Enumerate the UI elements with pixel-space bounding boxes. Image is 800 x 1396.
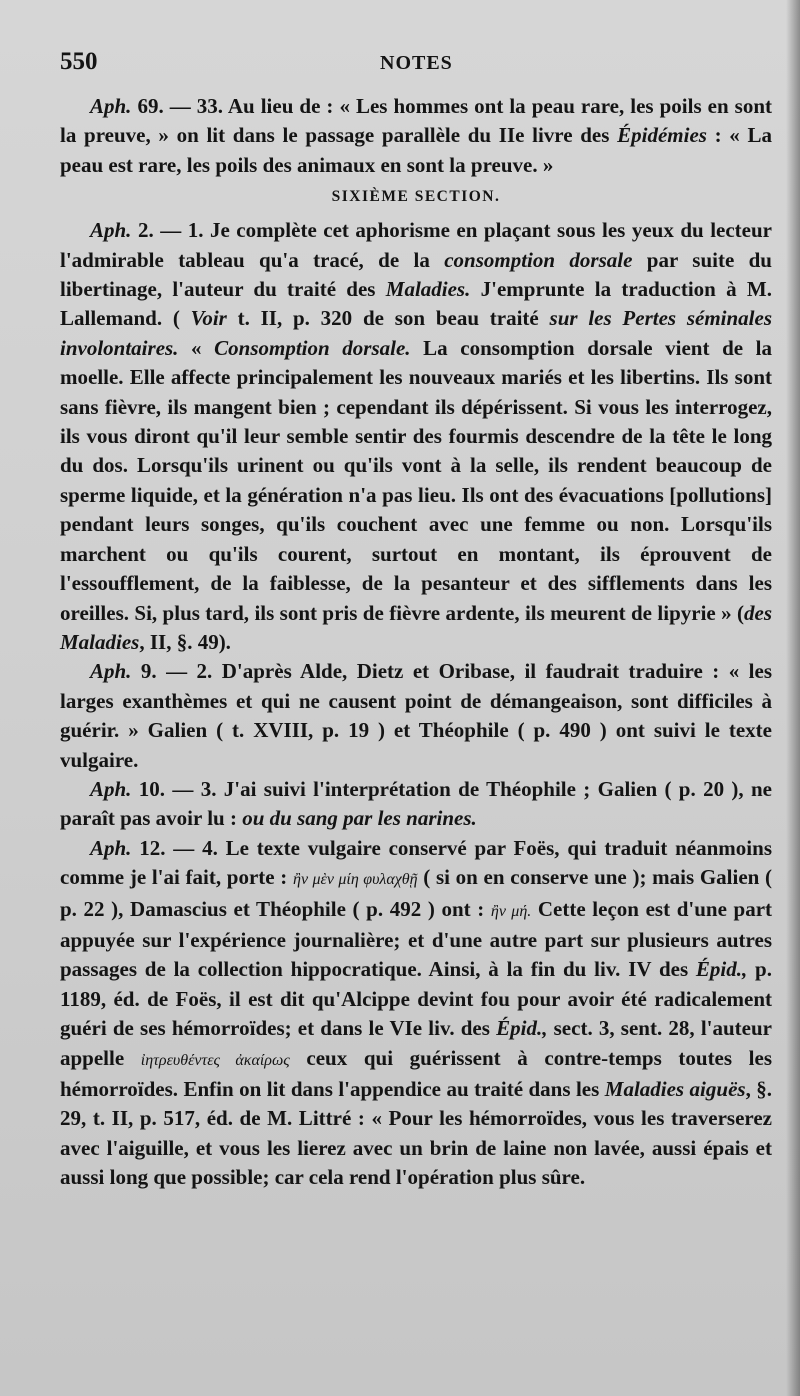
- italic-run: ou du sang par les narines.: [242, 806, 477, 831]
- aph-label: Aph.: [90, 218, 132, 243]
- text-run: ( si on en conserve une ); mais Galien ( p. 22 ), Damascius et Théophile ( p. 492 ) ont :: [60, 865, 773, 921]
- italic-run: Voir: [190, 306, 227, 331]
- text-run: t. II, p. 320 de son beau traité: [226, 306, 550, 331]
- text-run: 12. — 4. Le texte vulgaire conservé par Foës, qui traduit néanmoins comme je l'ai fait, porte :: [60, 835, 772, 890]
- running-head: NOTES: [380, 52, 453, 74]
- aph-label: Aph.: [90, 776, 132, 801]
- greek-run: ἢν μὲν μίη φυλαχθῇ: [293, 871, 418, 889]
- text-run: 2. — 1. Je complète cet aphorisme en plaçant sous les yeux du lecteur l'admirable tableau qu'a tracé, de la: [60, 218, 772, 272]
- text-run: : « La peau est rare, les poils des animaux en sont la preuve. »: [60, 123, 772, 177]
- aph-label: Aph.: [90, 94, 132, 118]
- text-run: p. 1189, éd. de Foës, il est dit qu'Alcippe devint fou pour avoir été radicalement guéri de ses hémorroïdes; et dans le VIe liv. des: [60, 957, 772, 1041]
- aph-label: Aph.: [90, 835, 132, 860]
- text-run: «: [178, 335, 215, 360]
- section-title: SIXIÈME SECTION.: [331, 188, 501, 206]
- page-edge-shadow: [786, 0, 800, 1396]
- italic-run: Épidémies: [617, 123, 707, 148]
- italic-run: Consomption dorsale.: [214, 335, 411, 360]
- paragraph-aph-2: [60, 216, 772, 657]
- italic-run: Maladies aiguës: [604, 1077, 746, 1101]
- text-run: ceux qui guérissent à contre-temps toutes les hémorroïdes. Enfin on lit dans l'appendice au traité dans les: [60, 1045, 772, 1101]
- text-run: sect. 3, sent. 28, l'auteur appelle: [60, 1016, 772, 1070]
- text-run: , §. 29, t. II, p. 517, éd. de M. Littré : « Pour les hémorroïdes, vous les traverserez avec l'aiguille, et vous les lierez avec un brin de laine non lavée, aussi épais et aussi long que possible; car cela rend l'opération plus sûre.: [60, 1077, 773, 1190]
- text-run: 69. — 33. Au lieu de : « Les hommes ont la peau rare, les poils en sont la preuve, » on lit dans le passage parallèle du IIe livre des: [60, 94, 772, 148]
- text-run: , II, §. 49).: [139, 629, 231, 654]
- italic-run: des Maladies: [60, 600, 772, 654]
- italic-run: consomption dorsale: [444, 247, 633, 272]
- page-header: [60, 48, 772, 92]
- text-run: J'emprunte la traduction à M. Lallemand. (: [60, 277, 772, 331]
- greek-run: ἢν μή.: [490, 902, 532, 920]
- paragraph-aph-10: [60, 775, 772, 834]
- text-run: La consomption dorsale vient de la moelle. Elle affecte principalement les nouveaux mariés et les libertins. Ils sont sans fièvre, ils mangent bien ; cependant ils dépérissent. Si vous les interrogez, ils vous diront qu'il leur semble sentir des fourmis descendre de la tête le long du dos. Lorsqu'ils urinent ou qu'ils vont à la selle, ils rendent beaucoup de sperme liquide, et la génération n'a pas lieu. Ils ont des évacuations [pollutions] pendant leurs songes, qu'ils couchent avec une femme ou non. Lorsqu'ils marchent ou qu'ils courent, surtout en montant, ils éprouvent de l'essoufflement, de la faiblesse, de la pesanteur et des sifflements dans les oreilles. Si, plus tard, ils sont pris de fièvre ardente, ils meurent de lipyrie » (: [60, 335, 772, 625]
- aph-label: Aph.: [90, 659, 132, 684]
- text-run: par suite du libertinage, l'auteur du traité des: [60, 247, 772, 302]
- body-text: [60, 92, 772, 1193]
- italic-run: Maladies.: [385, 277, 471, 302]
- text-run: Cette leçon est d'une part appuyée sur l'expérience journalière; et d'une autre part sur plusieurs autres passages de la collection hippocratique. Ainsi, à la fin du liv. IV des: [60, 896, 773, 982]
- paragraph-aph-69: [60, 92, 772, 180]
- text-run: 9. — 2. D'après Alde, Dietz et Oribase, il faudrait traduire : « les larges exanthèmes et qui ne causent point de démangeaison, sont difficiles à guérir. » Galien ( t. XVIII, p. 19 ) et Théophile ( p. 490 ) ont suivi le texte vulgaire.: [60, 659, 772, 772]
- paragraph-aph-12: [60, 834, 772, 1193]
- greek-run: ἰητρευθέντες ἀκαίρως: [140, 1051, 290, 1069]
- italic-run: Épid.,: [695, 957, 748, 982]
- italic-run: sur les Pertes séminales involontaires.: [60, 306, 773, 360]
- paragraph-aph-9: [60, 657, 772, 775]
- italic-run: Épid.,: [496, 1016, 548, 1041]
- page-number: 550: [60, 48, 98, 75]
- text-run: 10. — 3. J'ai suivi l'interprétation de Théophile ; Galien ( p. 20 ), ne paraît pas avoir lu :: [60, 776, 772, 831]
